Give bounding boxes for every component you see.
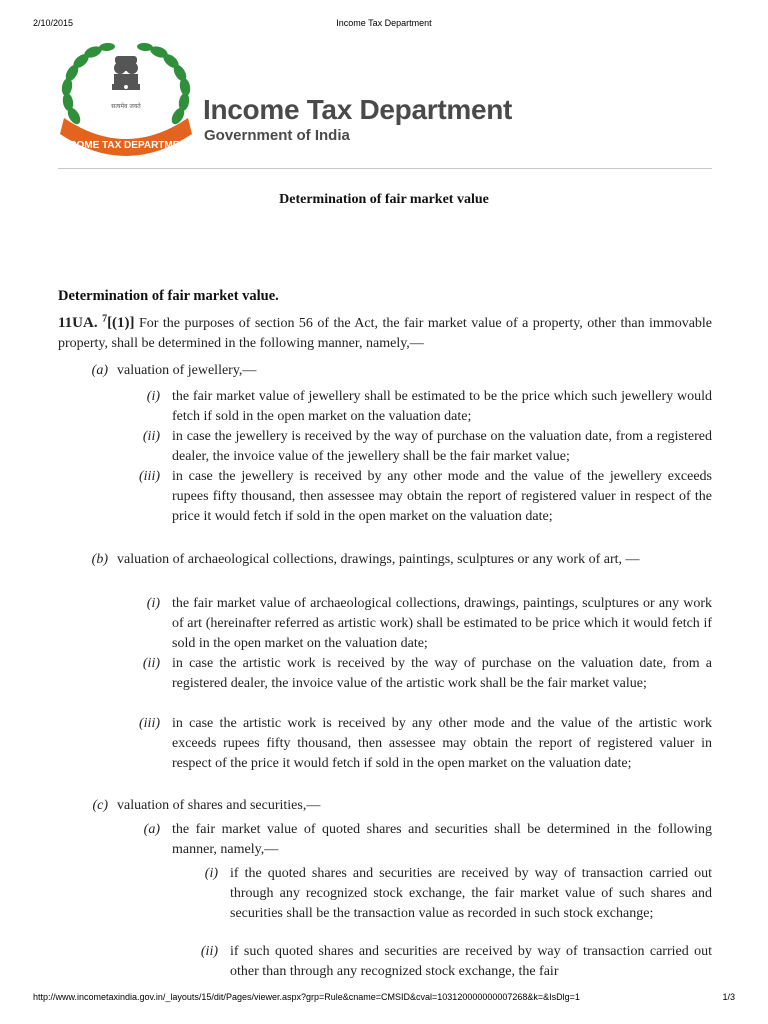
- item-text: in case the jewellery is received by any other mode and the value of the jewellery exceeds rupees fifty thousand, then assessee may obtain the report of registered valuer in respect of the price it would fetch if sold in the open market on the valuation date;: [172, 469, 712, 524]
- item-text: the fair market value of quoted shares and securities shall be determined in the following manner, namely,—: [172, 822, 712, 857]
- item-text: if the quoted shares and securities are received by way of transaction carried out through any recognized stock exchange, the fair market value of such shares and securities shall be the transaction value as recorded in such stock exchange;: [230, 866, 712, 921]
- emblem-icon: [52, 38, 200, 162]
- clause-text: valuation of archaeological collections, drawings, paintings, sculptures or any work of art, —: [117, 552, 640, 567]
- item-text: the fair market value of jewellery shall be estimated to be the price which such jewellery would fetch if sold in the open market on the valuation date;: [172, 389, 712, 424]
- clause-mark: (a): [91, 363, 108, 378]
- footnote-marker[interactable]: 7: [102, 313, 108, 325]
- item-mark: (a): [143, 822, 160, 837]
- item-mark: (ii): [200, 944, 218, 959]
- item-mark: (iii): [139, 716, 160, 731]
- page-number: 1/3: [722, 992, 735, 1002]
- item-mark: (i): [146, 389, 160, 404]
- item-mark: (iii): [139, 469, 160, 484]
- item-text: if such quoted shares and securities are received by way of transaction carried out other than through any recognized stock exchange, the fair: [230, 944, 712, 979]
- department-logo[interactable]: [52, 38, 200, 162]
- page-title: Determination of fair market value: [279, 192, 489, 207]
- print-title: Income Tax Department: [336, 18, 432, 28]
- site-title[interactable]: Income Tax Department: [203, 94, 513, 125]
- section-title: Determination of fair market value.: [58, 288, 279, 304]
- item-text: the fair market value of archaeological collections, drawings, paintings, sculptures or any work of art (hereinafter referred as artistic work) shall be estimated to be price which it would fetch if sold in the open market on the valuation date;: [172, 596, 712, 651]
- clause-text: valuation of jewellery,—: [117, 363, 257, 378]
- subsection-number: [(1)]: [107, 315, 135, 331]
- item-mark: (i): [146, 596, 160, 611]
- clause-mark: (b): [91, 552, 108, 567]
- item-text: in case the artistic work is received by any other mode and the value of the artistic work exceeds rupees fifty thousand, then assessee may obtain the report of registered valuer in respect of the price it would fetch if sold in the open market on the valuation date;: [172, 716, 712, 771]
- item-mark: (ii): [142, 429, 160, 444]
- logo-motto: सत्यमेव जयते: [111, 103, 141, 110]
- rule-number: 11UA.: [58, 315, 98, 331]
- print-date: 2/10/2015: [33, 18, 74, 28]
- page-url[interactable]: http://www.incometaxindia.gov.in/_layouts/15/dit/Pages/viewer.aspx?grp=Rule&cname=CMSID&cval=103120000000007268&k=&IsDlg=1: [33, 992, 580, 1002]
- item-text: in case the artistic work is received by the way of purchase on the valuation date, from a registered dealer, the invoice value of the artistic work shall be the fair market value;: [172, 656, 712, 691]
- item-mark: (i): [204, 866, 218, 881]
- logo-ribbon-text: INCOME TAX DEPARTMENT: [59, 140, 193, 151]
- intro-text: For the purposes of section 56 of the Act, the fair market value of a property, other than immovable property, shall be determined in the following manner, namely,—: [58, 316, 713, 351]
- clause-mark: (c): [92, 798, 108, 813]
- site-subtitle: Government of India: [204, 127, 350, 144]
- header-divider: [58, 168, 712, 169]
- clause-text: valuation of shares and securities,—: [117, 798, 321, 813]
- rule-intro-paragraph: [58, 313, 712, 354]
- item-mark: (ii): [142, 656, 160, 671]
- item-text: in case the jewellery is received by the way of purchase on the valuation date, from a registered dealer, the invoice value of the jewellery shall be the fair market value;: [172, 429, 712, 464]
